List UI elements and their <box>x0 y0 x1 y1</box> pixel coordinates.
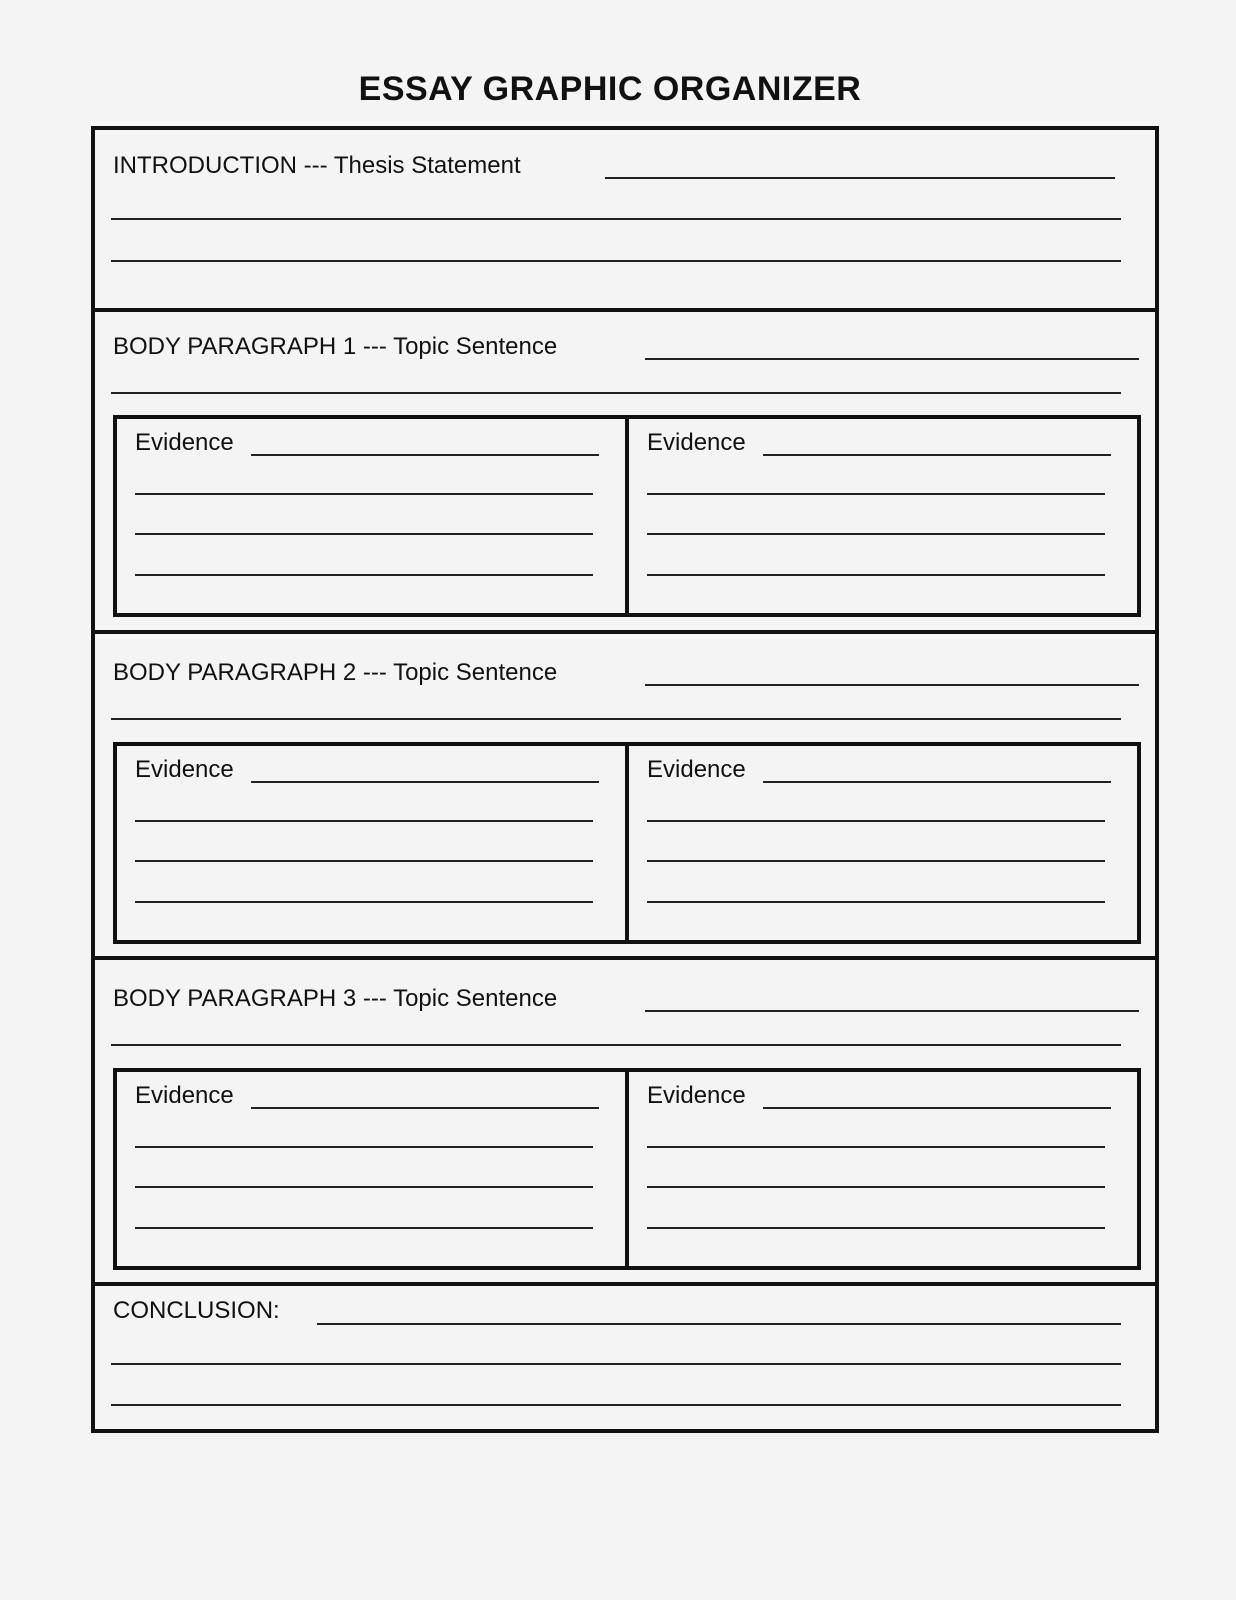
introduction-line[interactable] <box>111 218 1121 220</box>
evidence-line[interactable] <box>135 533 593 535</box>
evidence-line[interactable] <box>135 860 593 862</box>
evidence-line[interactable] <box>647 820 1105 822</box>
conclusion-line[interactable] <box>111 1363 1121 1365</box>
evidence-divider <box>625 746 629 940</box>
evidence-line[interactable] <box>135 1146 593 1148</box>
introduction-line[interactable] <box>111 260 1121 262</box>
evidence-divider <box>625 419 629 613</box>
section-divider <box>95 308 1155 312</box>
topic-sentence-line[interactable] <box>645 684 1139 686</box>
evidence-line[interactable] <box>647 860 1105 862</box>
evidence-line[interactable] <box>763 781 1111 783</box>
evidence-line[interactable] <box>647 1186 1105 1188</box>
evidence-line[interactable] <box>647 574 1105 576</box>
evidence-line[interactable] <box>251 1107 599 1109</box>
page-title: ESSAY GRAPHIC ORGANIZER <box>358 70 862 108</box>
conclusion-line[interactable] <box>111 1404 1121 1406</box>
introduction-label: INTRODUCTION --- Thesis Statement <box>113 152 521 179</box>
evidence-line[interactable] <box>135 574 593 576</box>
evidence-line[interactable] <box>135 1186 593 1188</box>
body-paragraph-1-label: BODY PARAGRAPH 1 --- Topic Sentence <box>113 333 558 360</box>
evidence-line[interactable] <box>763 454 1111 456</box>
section-divider <box>95 630 1155 634</box>
evidence-label: Evidence <box>135 1082 234 1109</box>
evidence-label: Evidence <box>647 756 746 783</box>
section-divider <box>95 956 1155 960</box>
body-paragraph-2-label: BODY PARAGRAPH 2 --- Topic Sentence <box>113 659 558 686</box>
conclusion-label: CONCLUSION: <box>113 1297 280 1324</box>
evidence-line[interactable] <box>135 493 593 495</box>
evidence-label: Evidence <box>647 1082 746 1109</box>
evidence-box <box>113 1068 1141 1270</box>
evidence-line[interactable] <box>647 533 1105 535</box>
evidence-line[interactable] <box>647 1227 1105 1229</box>
evidence-line[interactable] <box>251 454 599 456</box>
evidence-line[interactable] <box>135 820 593 822</box>
topic-sentence-line[interactable] <box>111 718 1121 720</box>
evidence-label: Evidence <box>647 429 746 456</box>
evidence-box <box>113 415 1141 617</box>
evidence-line[interactable] <box>647 1146 1105 1148</box>
evidence-line[interactable] <box>763 1107 1111 1109</box>
organizer-sheet <box>91 126 1159 1433</box>
evidence-label: Evidence <box>135 429 234 456</box>
evidence-line[interactable] <box>647 901 1105 903</box>
topic-sentence-line[interactable] <box>111 1044 1121 1046</box>
evidence-label: Evidence <box>135 756 234 783</box>
body-paragraph-3-label: BODY PARAGRAPH 3 --- Topic Sentence <box>113 985 558 1012</box>
evidence-line[interactable] <box>647 493 1105 495</box>
evidence-line[interactable] <box>251 781 599 783</box>
topic-sentence-line[interactable] <box>645 358 1139 360</box>
thesis-line[interactable] <box>605 177 1115 179</box>
evidence-box <box>113 742 1141 944</box>
topic-sentence-line[interactable] <box>111 392 1121 394</box>
evidence-line[interactable] <box>135 901 593 903</box>
evidence-divider <box>625 1072 629 1266</box>
topic-sentence-line[interactable] <box>645 1010 1139 1012</box>
evidence-line[interactable] <box>135 1227 593 1229</box>
section-divider <box>95 1282 1155 1286</box>
conclusion-line[interactable] <box>317 1323 1121 1325</box>
